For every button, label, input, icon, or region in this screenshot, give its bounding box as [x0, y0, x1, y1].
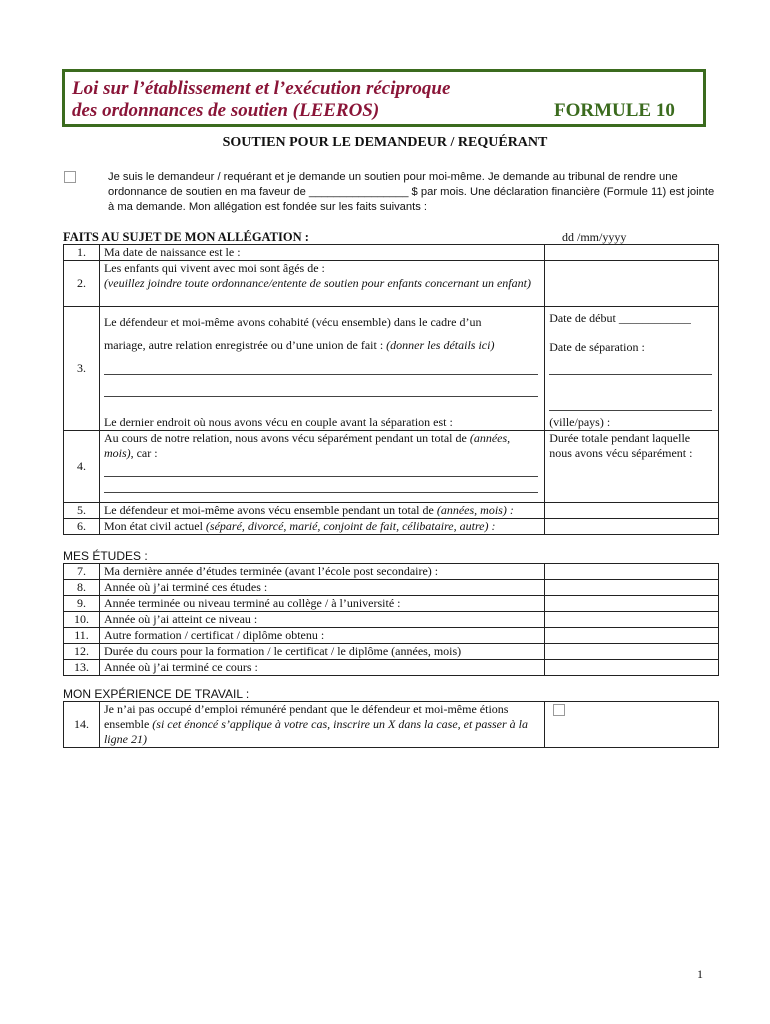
row-number: 10.	[64, 612, 100, 628]
answer-field[interactable]	[545, 628, 719, 644]
cohabitation-duration-field[interactable]	[545, 503, 719, 519]
reason-line[interactable]	[104, 463, 538, 477]
form-title: Loi sur l’établissement et l’exécution réciproque des ordonnances de soutien (LEEROS)	[72, 78, 451, 121]
answer-field[interactable]	[545, 612, 719, 628]
row-label: Mon état civil actuel (séparé, divorcé, marié, conjoint de fait, célibataire, autre) :	[99, 519, 544, 535]
row-label: Le défendeur et moi-même avons vécu ensemble pendant un total de (années, mois) :	[99, 503, 544, 519]
page-subtitle: SOUTIEN POUR LE DEMANDEUR / REQUÉRANT	[222, 135, 548, 150]
city-line[interactable]	[549, 397, 712, 411]
answer-field[interactable]	[545, 564, 719, 580]
details-line[interactable]	[104, 361, 538, 375]
answer-field[interactable]	[545, 596, 719, 612]
row-label: Le défendeur et moi-même avons cohabité (vécu ensemble) dans le cadre d’un mariage, autre relation enregistrée ou d’une union de fait : (donner les détails ici) Le dernier endroit où nous avons vécu en couple avant la séparation est :	[99, 307, 544, 431]
page-number: 1	[697, 967, 703, 981]
row-label: Autre formation / certificat / diplôme obtenu :	[99, 628, 544, 644]
answer-field[interactable]	[545, 644, 719, 660]
date-format-hint: dd /mm/yyyy	[562, 230, 627, 244]
intro-checkbox[interactable]	[64, 171, 76, 183]
row-number: 14.	[64, 702, 100, 748]
row-number: 3.	[64, 307, 100, 431]
row-number: 1.	[64, 245, 100, 261]
row-number: 6.	[64, 519, 100, 535]
row-label: Année où j’ai terminé ce cours :	[99, 660, 544, 676]
table-row	[64, 503, 719, 519]
table-row	[64, 628, 719, 644]
facts-table	[63, 244, 719, 535]
facts-heading: FAITS AU SUJET DE MON ALLÉGATION :	[63, 230, 309, 244]
reason-line[interactable]	[104, 479, 538, 493]
row-number: 13.	[64, 660, 100, 676]
studies-table	[63, 563, 719, 676]
separation-line[interactable]	[549, 361, 712, 375]
work-heading: MON EXPÉRIENCE DE TRAVAIL :	[63, 687, 250, 701]
birthdate-field[interactable]	[545, 245, 719, 261]
details-line[interactable]	[104, 383, 538, 397]
answer-field[interactable]	[545, 580, 719, 596]
table-row	[64, 261, 719, 307]
form-number: FORMULE 10	[554, 100, 675, 121]
table-row	[64, 519, 719, 535]
row-label: Année terminée ou niveau terminé au collège / à l’université :	[99, 596, 544, 612]
studies-heading: MES ÉTUDES :	[63, 549, 148, 563]
row-label: Au cours de notre relation, nous avons vécu séparément pendant un total de (années, mois), car :	[99, 431, 544, 503]
row-number: 8.	[64, 580, 100, 596]
no-employment-checkbox[interactable]	[553, 704, 565, 716]
table-row	[64, 564, 719, 580]
table-row	[64, 307, 719, 431]
table-row	[64, 580, 719, 596]
row-number: 7.	[64, 564, 100, 580]
row-number: 9.	[64, 596, 100, 612]
row-number: 12.	[64, 644, 100, 660]
answer-field[interactable]	[545, 660, 719, 676]
row-label: Ma dernière année d’études terminée (avant l’école post secondaire) :	[99, 564, 544, 580]
row-number: 2.	[64, 261, 100, 307]
table-row	[64, 644, 719, 660]
row-label: Ma date de naissance est le :	[99, 245, 544, 261]
row-number: 4.	[64, 431, 100, 503]
row-number: 11.	[64, 628, 100, 644]
work-checkbox-cell	[545, 702, 719, 748]
table-row	[64, 660, 719, 676]
dates-cell[interactable]: Date de début ____________ Date de séparation : (ville/pays) :	[545, 307, 719, 431]
work-table	[63, 701, 719, 748]
row-label: Durée du cours pour la formation / le certificat / le diplôme (années, mois)	[99, 644, 544, 660]
separation-duration-field[interactable]: Durée totale pendant laquelle nous avons vécu séparément :	[545, 431, 719, 503]
row-number: 5.	[64, 503, 100, 519]
row-label: Année où j’ai atteint ce niveau :	[99, 612, 544, 628]
civil-status-field[interactable]	[545, 519, 719, 535]
table-row	[64, 702, 719, 748]
table-row	[64, 596, 719, 612]
children-ages-field[interactable]	[545, 261, 719, 307]
table-row	[64, 245, 719, 261]
intro-paragraph: Je suis le demandeur / requérant et je demande un soutien pour moi-même. Je demande au tribunal de rendre une ordonnance de soutien en ma faveur de ________________ $ par mois. Une déclaration financière (Formule 11) est jointe à ma demande. Mon allégation est fondée sur les faits suivants :	[108, 171, 715, 213]
row-label: Année où j’ai terminé ces études :	[99, 580, 544, 596]
row-label: Les enfants qui vivent avec moi sont âgés de : (veuillez joindre toute ordonnance/entente de soutien pour enfants concernant un enfant)	[99, 261, 544, 307]
table-row	[64, 612, 719, 628]
table-row	[64, 431, 719, 503]
row-label: Je n’ai pas occupé d’emploi rémunéré pendant que le défendeur et moi-même étions ensemble (si cet énoncé s’applique à votre cas, inscrire un X dans la case, et passer à la ligne 21)	[99, 702, 544, 748]
